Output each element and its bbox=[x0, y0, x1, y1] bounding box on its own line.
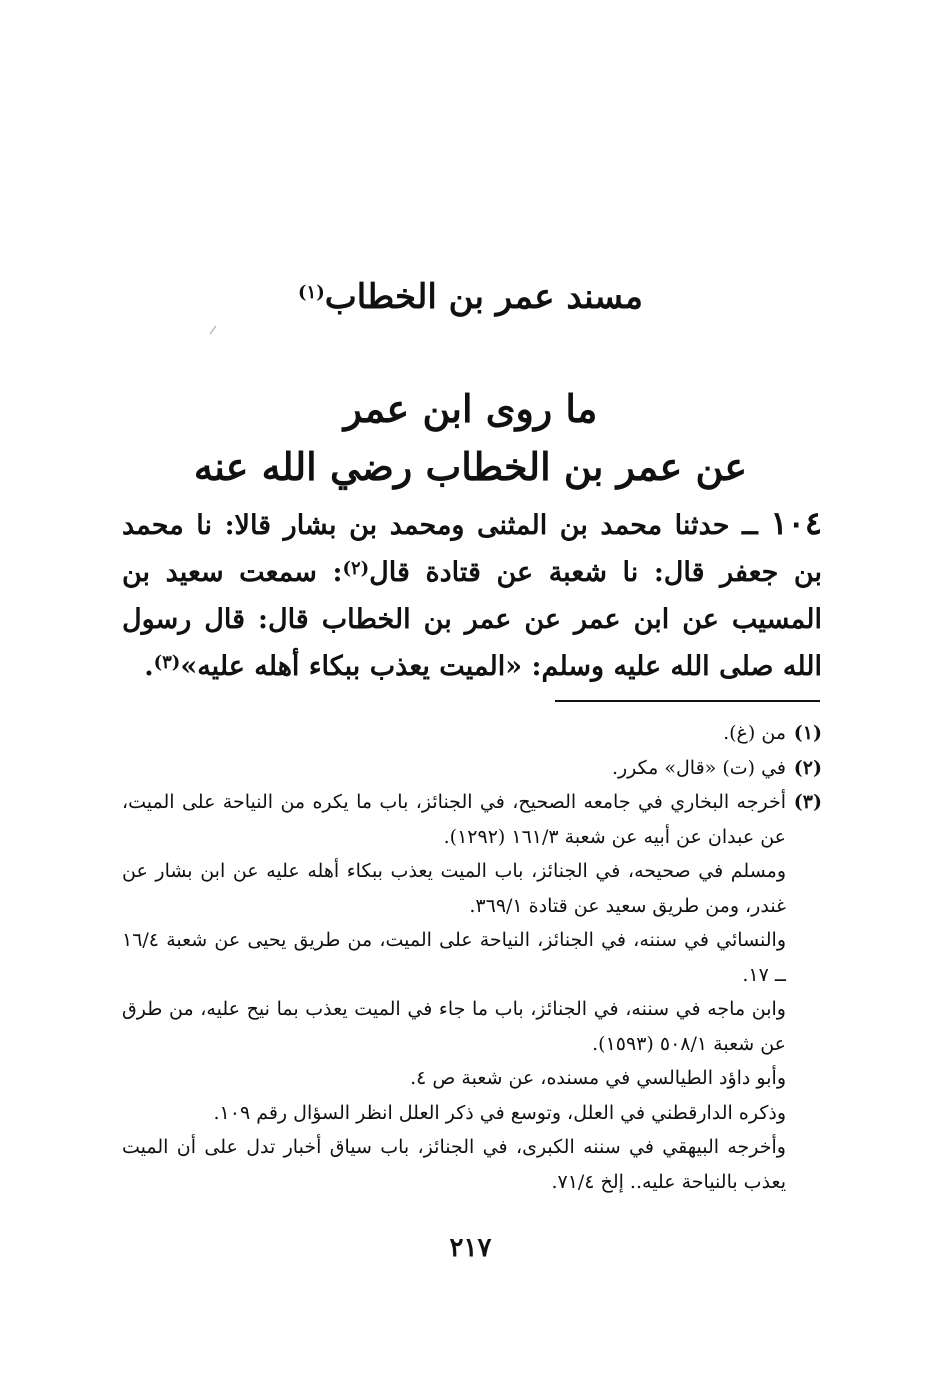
musnad-title-text: مسند عمر بن الخطاب bbox=[324, 277, 643, 317]
page-number: ٢١٧ bbox=[449, 1233, 492, 1263]
footnote-line: من (غ). bbox=[723, 722, 786, 744]
hadith-text bbox=[122, 500, 822, 690]
footnote-3 bbox=[122, 785, 822, 1199]
footnote-line: وذكره الدارقطني في العلل، وتوسع في ذكر العلل انظر السؤال رقم ١٠٩. bbox=[213, 1101, 786, 1124]
hadith-number: ١٠٤ bbox=[770, 504, 822, 542]
footnote-body bbox=[122, 751, 786, 786]
footnote-line: والنسائي في سننه، في الجنائز، النياحة على الميت، من طريق يحيى عن شعبة ١٦/٤ ــ ١٧. bbox=[122, 929, 786, 986]
footnote-1 bbox=[122, 716, 822, 751]
section-heading-line2: عن عمر بن الخطاب رضي الله عنه bbox=[193, 444, 748, 489]
footnote-line: أخرجه البخاري في جامعه الصحيح، في الجنائز، باب ما يكره من النياحة على الميت، عن عبدان عن أبيه عن شعبة ١٦١/٣ (١٢٩٢). bbox=[122, 791, 786, 848]
hadith-part1: حدثنا محمد بن المثنى ومحمد بن بشار قالا: نا محمد بن جعفر قال: نا شعبة عن قتادة قال bbox=[122, 510, 822, 588]
footnote-ref-2: (٢) bbox=[342, 558, 370, 579]
footnote-marker: (٢) bbox=[793, 756, 822, 779]
footnote-separator bbox=[555, 700, 820, 702]
footnote-ref-3: (٣) bbox=[153, 652, 181, 673]
footnote-body bbox=[122, 716, 786, 751]
scan-speck-mark bbox=[208, 325, 218, 335]
footnote-marker: (٣) bbox=[793, 791, 822, 813]
footnote-line: وأخرجه البيهقي في سننه الكبرى، في الجنائز، باب سياق أخبار تدل على أن الميت يعذب بالنياحة عليه.. إلخ ٧١/٤. bbox=[122, 1136, 786, 1193]
section-heading bbox=[0, 380, 941, 496]
hadith-end: . bbox=[144, 651, 154, 682]
footnote-ref-1: (١) bbox=[298, 282, 325, 303]
footnote-line: وابن ماجه في سننه، في الجنائز، باب ما جاء في الميت يعذب بما نيح عليه، من طرق عن شعبة ٥٠٨/١ (١٥٩٣). bbox=[122, 998, 786, 1055]
footnotes bbox=[122, 716, 822, 1199]
footnote-line: وأبو داؤد الطيالسي في مسنده، عن شعبة ص ٤. bbox=[410, 1067, 786, 1089]
footnote-line: في (ت) «قال» مكرر. bbox=[611, 756, 786, 779]
musnad-title bbox=[0, 272, 941, 322]
footnote-marker: (١) bbox=[793, 722, 822, 744]
footnote-line: ومسلم في صحيحه، في الجنائز، باب الميت يعذب ببكاء أهله عليه عن ابن بشار عن غندر، ومن طريق سعيد عن قتادة ٣٦٩/١. bbox=[122, 860, 786, 917]
footnote-body bbox=[122, 785, 786, 1199]
hadith-part2: : سمعت سعيد بن المسيب عن ابن عمر عن عمر بن الخطاب قال: قال رسول الله صلى الله عليه وسلم: «الميت يعذب ببكاء أهله عليه» bbox=[122, 557, 822, 682]
footnote-2 bbox=[122, 751, 822, 786]
section-heading-line1: ما روى ابن عمر bbox=[343, 386, 598, 431]
hadith-dash: ــ bbox=[729, 510, 771, 541]
